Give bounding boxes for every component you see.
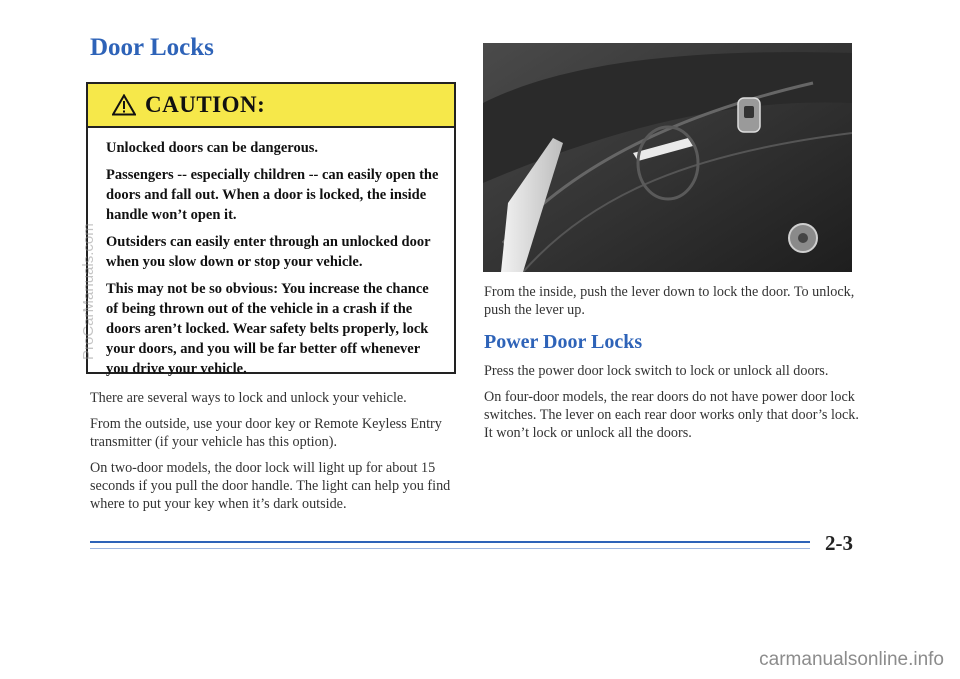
body-paragraph: On two-door models, the door lock will light up for about 15 seconds if you pull the door handle. The light can help you find where to put your key when it’s dark outside. (90, 460, 451, 512)
door-lock-photo (483, 43, 852, 272)
body-paragraph: On four-door models, the rear doors do not have power door lock switches. The lever on each rear door works only that door’s lock. It won’t lock or unlock all the doors. (484, 389, 859, 441)
photo-caption: From the inside, push the lever down to lock the door. To unlock, push the lever up. (484, 284, 855, 318)
warning-triangle-icon (112, 94, 136, 116)
caution-body (88, 128, 454, 379)
footer-rule-thin (90, 548, 810, 549)
caution-box (86, 82, 456, 377)
caution-header (88, 84, 454, 128)
page-number: 2-3 (825, 531, 853, 555)
caution-paragraph: Unlocked doors can be dangerous. (106, 140, 319, 156)
side-watermark: ProCarManuals.com (80, 223, 97, 360)
body-paragraph: There are several ways to lock and unlock your vehicle. (90, 390, 407, 406)
caution-paragraph: Passengers -- especially children -- can easily open the doors and fall out. When a door is locked, the inside handle won’t open it. (106, 167, 439, 223)
section-heading: Power Door Locks (484, 331, 643, 353)
caution-paragraph: This may not be so obvious: You increase the chance of being thrown out of the vehicle in a crash if the doors aren’t locked. Wear safety belts properly, lock your doors, and you will be far better off whenever you drive your vehicle. (106, 281, 429, 377)
caution-label: CAUTION: (145, 92, 266, 117)
body-paragraph: From the outside, use your door key or Remote Keyless Entry transmitter (if your vehicle has this option). (90, 416, 442, 450)
body-paragraph: Press the power door lock switch to lock or unlock all doors. (484, 363, 829, 379)
caution-paragraph: Outsiders can easily enter through an unlocked door when you slow down or stop your vehicle. (106, 234, 431, 270)
bottom-watermark: carmanualsonline.info (759, 649, 944, 670)
footer-rule (90, 541, 810, 543)
page-title: Door Locks (90, 34, 214, 61)
left-column-text (90, 389, 462, 521)
right-column-text (484, 283, 864, 450)
